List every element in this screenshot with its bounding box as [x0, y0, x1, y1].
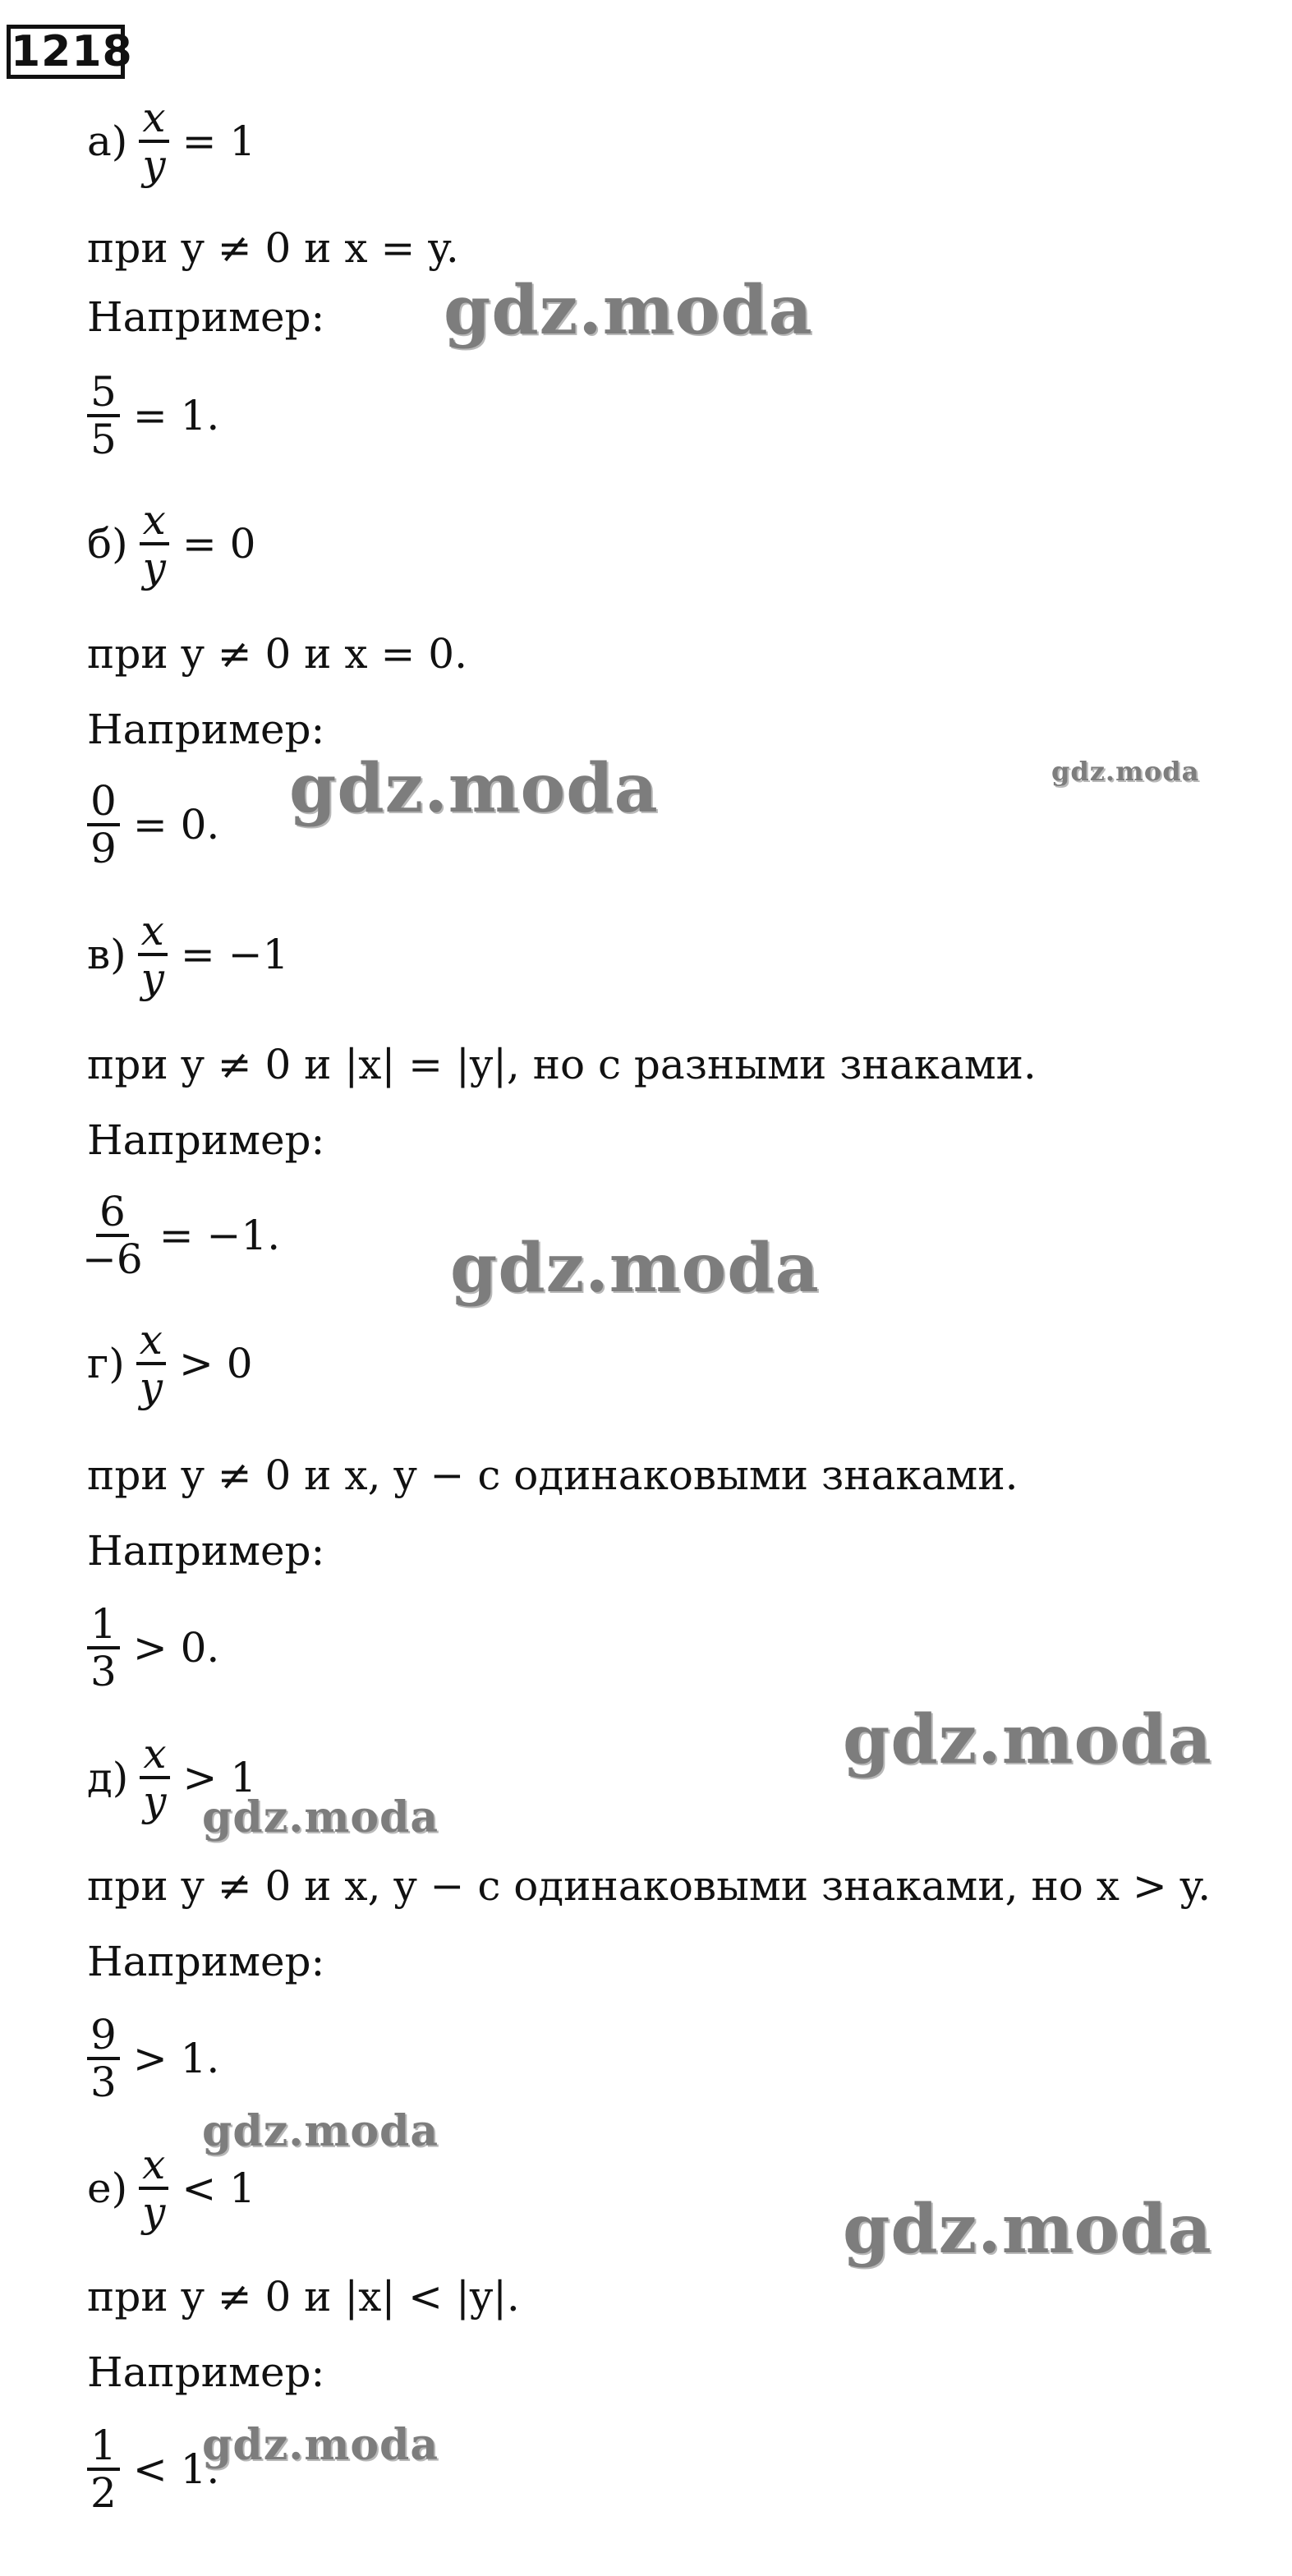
equation-rhs: = 1 [182, 117, 256, 165]
equation-rhs: > 0 [178, 1340, 253, 1387]
fraction-denominator: y [143, 1778, 167, 1825]
fraction [138, 908, 168, 1000]
section-b-example-label: Например: [87, 706, 325, 753]
fraction-denominator: y [142, 544, 166, 591]
fraction-denominator: y [139, 1364, 163, 1411]
fraction-denominator: 5 [90, 416, 117, 463]
fraction-numerator: x [140, 498, 169, 545]
example-rhs: < 1. [132, 2445, 220, 2493]
fraction [140, 1732, 169, 1824]
task-number-badge: 1218 [7, 25, 125, 79]
fraction-denominator: y [140, 954, 164, 1002]
fraction [139, 2142, 168, 2234]
equation-rhs: = 0 [182, 520, 256, 568]
watermark: gdz.moda [202, 2420, 439, 2470]
example-rhs: = −1. [159, 1212, 281, 1259]
fraction [87, 2012, 120, 2104]
watermark: gdz.moda [450, 1229, 820, 1308]
section-d-example-label: Например: [87, 1527, 325, 1575]
fraction-numerator: x [136, 1318, 166, 1365]
fraction-denominator: 3 [90, 1648, 117, 1695]
section-c-condition: при y ≠ 0 и |x| = |y|, но с разными знаками. [87, 1041, 1037, 1088]
section-e-condition: при y ≠ 0 и x, y − с одинаковыми знаками, но x > y. [87, 1862, 1212, 1910]
section-c-example-label: Например: [87, 1116, 325, 1164]
section-b-equation [87, 494, 255, 593]
fraction-denominator: y [142, 141, 166, 189]
watermark: gdz.moda [843, 2190, 1212, 2269]
fraction-numerator: 6 [96, 1189, 129, 1237]
section-a-example-label: Например: [87, 293, 325, 341]
section-a-equation [87, 92, 255, 191]
fraction [87, 779, 120, 871]
equation-rhs: > 1 [182, 1754, 257, 1801]
fraction-numerator: 0 [87, 779, 120, 826]
watermark: gdz.moda [1051, 756, 1200, 787]
section-letter: д) [87, 1754, 129, 1801]
fraction-denominator: 3 [90, 2058, 117, 2106]
fraction-numerator: x [139, 95, 168, 143]
fraction-denominator: 2 [90, 2469, 117, 2517]
section-a-example [87, 366, 219, 465]
fraction-numerator: 5 [87, 370, 120, 417]
fraction-denominator: 9 [90, 825, 117, 872]
equation-rhs: < 1 [182, 2164, 255, 2212]
watermark: gdz.moda [843, 1700, 1212, 1779]
example-rhs: = 1. [132, 392, 220, 439]
fraction-denominator: y [142, 2188, 166, 2236]
section-f-example-label: Например: [87, 2348, 325, 2396]
section-d-equation [87, 1314, 253, 1413]
watermark: gdz.moda [289, 749, 659, 828]
equation-rhs: = −1 [180, 931, 289, 978]
fraction [136, 1318, 166, 1410]
section-letter: б) [87, 520, 128, 568]
fraction-numerator: 1 [87, 1602, 120, 1649]
section-c-equation [87, 905, 288, 1004]
fraction [139, 95, 168, 187]
section-b-condition: при y ≠ 0 и x = 0. [87, 630, 467, 678]
fraction [140, 498, 169, 590]
watermark: gdz.moda [202, 2106, 439, 2156]
section-letter: г) [87, 1340, 125, 1387]
section-f-condition: при y ≠ 0 и |x| < |y|. [87, 2273, 520, 2321]
section-c-example [79, 1186, 280, 1285]
section-d-condition: при y ≠ 0 и x, y − с одинаковыми знаками. [87, 1451, 1018, 1499]
section-b-example [87, 775, 219, 874]
fraction-numerator: 9 [87, 2012, 120, 2060]
fraction [87, 370, 120, 462]
fraction-numerator: x [138, 908, 168, 956]
fraction-numerator: x [140, 1732, 169, 1779]
fraction [87, 2423, 120, 2515]
section-e-example [87, 2009, 219, 2108]
fraction-numerator: x [139, 2142, 168, 2190]
section-d-example [87, 1598, 219, 1697]
section-letter: в) [87, 931, 126, 978]
fraction-numerator: 1 [87, 2423, 120, 2471]
section-letter: е) [87, 2164, 128, 2212]
fraction [79, 1189, 146, 1281]
section-a-condition: при y ≠ 0 и x = y. [87, 224, 459, 272]
watermark: gdz.moda [444, 271, 813, 350]
section-e-example-label: Например: [87, 1938, 325, 1985]
watermark: gdz.moda [202, 1792, 439, 1842]
example-rhs: > 0. [132, 1624, 220, 1672]
fraction-denominator: −6 [82, 1235, 143, 1283]
example-rhs: > 1. [132, 2035, 220, 2082]
fraction [87, 1602, 120, 1694]
example-rhs: = 0. [132, 801, 220, 849]
section-letter: а) [87, 117, 128, 165]
section-f-example [87, 2420, 219, 2518]
